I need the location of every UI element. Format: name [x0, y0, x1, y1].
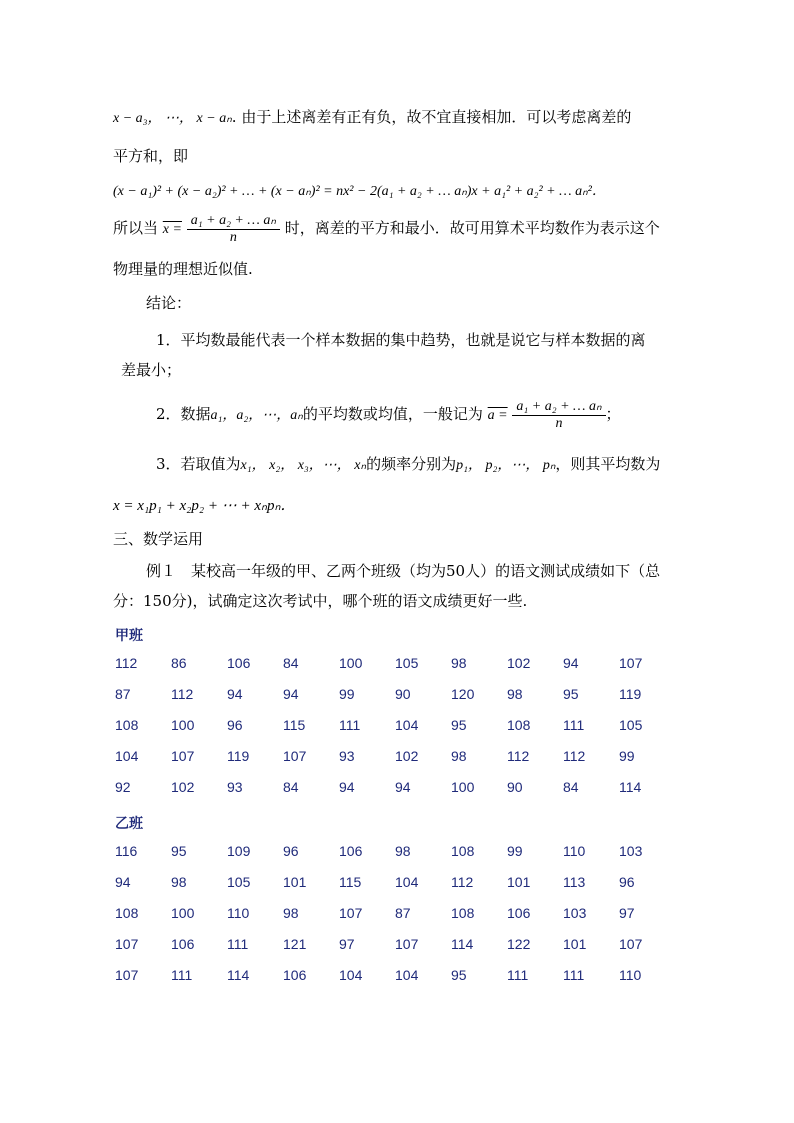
score-cell: 94 — [339, 779, 355, 795]
score-cell: 90 — [507, 779, 523, 795]
score-cell: 104 — [395, 967, 419, 983]
score-cell: 94 — [283, 686, 299, 702]
score-cell: 94 — [395, 779, 411, 795]
conclusion-item-1-line-1: 1．平均数最能代表一个样本数据的集中趋势，也就是说它与样本数据的离 — [156, 331, 646, 349]
score-cell: 96 — [227, 717, 243, 733]
fraction-denominator: n — [229, 230, 237, 245]
table-row — [115, 967, 675, 998]
table-row — [115, 874, 675, 905]
score-cell: 111 — [563, 717, 585, 733]
mean-symbol: x = — [162, 222, 182, 237]
text-segment: ； — [605, 405, 621, 423]
score-cell: 104 — [395, 717, 419, 733]
score-cell: 97 — [339, 936, 355, 952]
score-cell: 84 — [283, 779, 299, 795]
score-cell: 114 — [451, 936, 474, 952]
value-terms: x₁， x₂， x₃，⋯， xₙ — [240, 458, 367, 473]
score-cell: 107 — [395, 936, 419, 952]
data-terms: a₁，a₂，⋯，aₙ — [210, 408, 303, 423]
score-cell: 93 — [227, 779, 243, 795]
text-segment: 的频率分别为 — [366, 455, 457, 473]
score-cell: 105 — [227, 874, 251, 890]
score-cell: 107 — [619, 655, 643, 671]
score-cell: 120 — [451, 686, 475, 702]
score-cell: 84 — [563, 779, 579, 795]
score-cell: 105 — [619, 717, 643, 733]
score-cell: 105 — [395, 655, 419, 671]
paragraph-line-4 — [113, 212, 660, 246]
score-cell: 115 — [339, 874, 362, 890]
text-segment: 3．若取值为 — [156, 455, 241, 473]
score-cell: 84 — [283, 655, 299, 671]
score-cell: 112 — [115, 655, 138, 671]
score-cell: 101 — [283, 874, 307, 890]
weighted-mean-formula: x = x₁p₁ + x₂p₂ + ⋯ + xₙpₙ． — [113, 498, 296, 514]
score-cell: 107 — [171, 748, 195, 764]
score-cell: 95 — [171, 843, 187, 859]
score-cell: 102 — [507, 655, 531, 671]
score-cell: 96 — [283, 843, 299, 859]
score-cell: 90 — [395, 686, 411, 702]
score-cell: 99 — [339, 686, 355, 702]
score-cell: 87 — [115, 686, 131, 702]
table-row — [115, 686, 675, 717]
score-cell: 104 — [395, 874, 419, 890]
sum-of-squares-formula: (x − a₁)² + (x − a₂)² + … + (x − aₙ)² = nx² − 2(a₁ + a₂ + … aₙ)x + a₁² + a₂² + … aₙ²． — [113, 184, 606, 199]
text-segment: 所以当 — [113, 219, 159, 237]
paragraph-line-2: 平方和，即 — [113, 147, 189, 165]
deviation-terms: x − a₃， ⋯， x − aₙ — [113, 111, 232, 126]
score-cell: 98 — [451, 655, 467, 671]
score-cell: 110 — [227, 905, 250, 921]
score-cell: 95 — [451, 717, 467, 733]
score-cell: 100 — [171, 717, 195, 733]
score-cell: 112 — [451, 874, 474, 890]
score-cell: 97 — [619, 905, 635, 921]
score-cell: 99 — [619, 748, 635, 764]
score-cell: 110 — [619, 967, 642, 983]
table-row — [115, 717, 675, 748]
score-cell: 106 — [507, 905, 531, 921]
score-cell: 95 — [451, 967, 467, 983]
conclusion-heading: 结论： — [146, 294, 192, 312]
paragraph-line-1 — [113, 106, 631, 127]
text-segment: 2．数据 — [156, 405, 211, 423]
class-a-title: 甲班 — [115, 628, 143, 644]
score-cell: 103 — [619, 843, 643, 859]
score-cell: 114 — [227, 967, 250, 983]
class-b-title: 乙班 — [115, 816, 143, 832]
score-cell: 111 — [339, 717, 361, 733]
conclusion-item-3 — [156, 453, 660, 474]
score-cell: 93 — [339, 748, 355, 764]
score-cell: 106 — [339, 843, 363, 859]
mean-fraction — [512, 398, 605, 432]
score-cell: 108 — [507, 717, 531, 733]
example-line-2: 分：150分)，试确定这次考试中，哪个班的语文成绩更好一些. — [113, 592, 528, 610]
table-row — [115, 936, 675, 967]
score-cell: 111 — [563, 967, 585, 983]
score-cell: 112 — [563, 748, 586, 764]
score-cell: 104 — [115, 748, 139, 764]
score-cell: 106 — [227, 655, 251, 671]
score-cell: 102 — [395, 748, 419, 764]
score-cell: 122 — [507, 936, 531, 952]
mean-fraction — [187, 212, 280, 246]
score-cell: 86 — [171, 655, 187, 671]
score-cell: 121 — [283, 936, 307, 952]
score-cell: 100 — [339, 655, 363, 671]
score-cell: 100 — [171, 905, 195, 921]
table-row — [115, 779, 675, 810]
score-cell: 112 — [171, 686, 194, 702]
table-row — [115, 655, 675, 686]
score-cell: 111 — [171, 967, 193, 983]
score-cell: 106 — [171, 936, 195, 952]
score-cell: 96 — [619, 874, 635, 890]
table-row — [115, 905, 675, 936]
score-cell: 112 — [507, 748, 530, 764]
score-cell: 95 — [563, 686, 579, 702]
score-cell: 111 — [227, 936, 249, 952]
score-cell: 108 — [451, 905, 475, 921]
score-cell: 92 — [115, 779, 131, 795]
score-cell: 107 — [339, 905, 363, 921]
frequency-terms: p₁， p₂，⋯， pₙ — [456, 458, 556, 473]
table-row — [115, 843, 675, 874]
score-cell: 101 — [507, 874, 531, 890]
score-cell: 98 — [395, 843, 411, 859]
score-cell: 114 — [619, 779, 642, 795]
score-cell: 94 — [115, 874, 131, 890]
class-b-score-table — [115, 843, 675, 998]
score-cell: 107 — [115, 936, 139, 952]
score-cell: 99 — [507, 843, 523, 859]
score-cell: 101 — [563, 936, 587, 952]
mean-symbol: a = — [487, 408, 508, 423]
table-row — [115, 748, 675, 779]
score-cell: 115 — [283, 717, 306, 733]
fraction-denominator: n — [555, 416, 563, 431]
score-cell: 100 — [451, 779, 475, 795]
score-cell: 108 — [115, 905, 139, 921]
score-cell: 108 — [451, 843, 475, 859]
score-cell: 94 — [563, 655, 579, 671]
text-segment: . 由于上述离差有正有负，故不宜直接相加．可以考虑离差的 — [231, 108, 632, 126]
score-cell: 119 — [227, 748, 250, 764]
class-a-score-table — [115, 655, 675, 810]
score-cell: 87 — [395, 905, 411, 921]
score-cell: 109 — [227, 843, 251, 859]
fraction-numerator: a₁ + a₂ + … aₙ — [512, 398, 605, 416]
text-segment: 的平均数或均值，一般记为 — [302, 405, 483, 423]
section-heading: 三、数学运用 — [113, 530, 204, 548]
score-cell: 107 — [115, 967, 139, 983]
score-cell: 102 — [171, 779, 195, 795]
score-cell: 107 — [283, 748, 307, 764]
text-segment: ，则其平均数为 — [555, 455, 661, 473]
score-cell: 111 — [507, 967, 529, 983]
score-cell: 107 — [619, 936, 643, 952]
score-cell: 119 — [619, 686, 642, 702]
score-cell: 108 — [115, 717, 139, 733]
score-cell: 106 — [283, 967, 307, 983]
fraction-numerator: a₁ + a₂ + … aₙ — [187, 212, 280, 230]
example-line-1: 例１ 某校高一年级的甲、乙两个班级（均为50人）的语文测试成绩如下（总 — [146, 562, 661, 580]
conclusion-item-1-line-2: 差最小； — [121, 361, 182, 379]
paragraph-line-5: 物理量的理想近似值. — [113, 260, 253, 278]
score-cell: 104 — [339, 967, 363, 983]
score-cell: 103 — [563, 905, 587, 921]
score-cell: 98 — [171, 874, 187, 890]
score-cell: 113 — [563, 874, 586, 890]
score-cell: 110 — [563, 843, 586, 859]
score-cell: 98 — [507, 686, 523, 702]
score-cell: 94 — [227, 686, 243, 702]
conclusion-item-2 — [156, 398, 621, 432]
score-cell: 98 — [451, 748, 467, 764]
score-cell: 116 — [115, 843, 138, 859]
text-segment: 时，离差的平方和最小．故可用算术平均数作为表示这个 — [284, 219, 660, 237]
score-cell: 98 — [283, 905, 299, 921]
